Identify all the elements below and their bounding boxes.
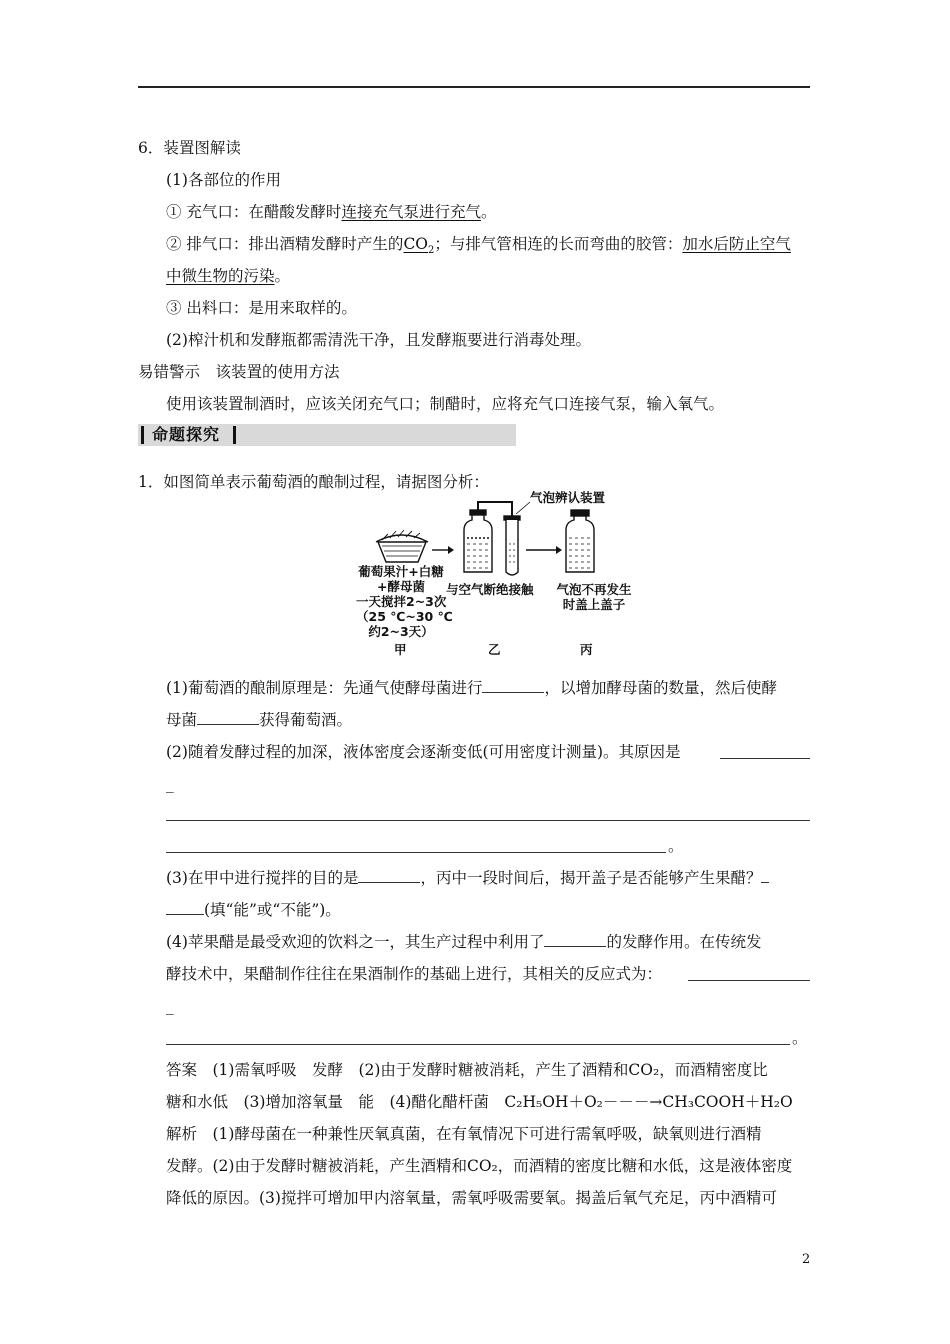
banner-bar-left xyxy=(141,426,144,444)
part-4 xyxy=(166,932,761,952)
item-2-mid: ；与排气管相连的长而弯曲的胶管： xyxy=(434,235,683,253)
subheading-1: (1)各部位的作用 xyxy=(166,171,281,189)
part-3-text: (3)在甲中进行搅拌的目的是 xyxy=(166,869,359,887)
label-yi: 乙 xyxy=(488,642,501,657)
bubble-tube-icon xyxy=(504,502,530,575)
answer-blank xyxy=(544,932,606,947)
sealed-bottle-icon xyxy=(464,502,512,572)
header-rule xyxy=(138,86,810,88)
capped-bottle-icon xyxy=(566,510,594,572)
bing-line: 气泡不再发生 xyxy=(556,582,632,597)
co2-text: CO xyxy=(403,235,429,253)
warning-title: 易错警示 该装置的使用方法 xyxy=(138,363,340,381)
analysis-line-1: 解析 (1)酵母菌在一种兼性厌氧真菌，在有氧情况下可进行需氧呼吸，缺氧则进行酒精 xyxy=(166,1125,762,1143)
question-stem: 1．如图简单表示葡萄酒的酿制过程，请据图分析： xyxy=(138,473,489,491)
part-2-end: 。 xyxy=(668,837,684,855)
part-3-text-3: (填“能”或“不能”)。 xyxy=(204,901,341,919)
answer-line xyxy=(166,852,666,853)
part-3 xyxy=(166,868,769,888)
item-2-cont xyxy=(166,266,290,286)
part-4-text-2: 的发酵作用。在传统发 xyxy=(606,933,762,951)
part-1 xyxy=(166,678,777,698)
answer-blank xyxy=(166,900,204,915)
jia-description xyxy=(356,564,453,639)
banner-title: 命题探究 xyxy=(152,425,221,444)
section-banner xyxy=(138,424,516,446)
arrow-icon xyxy=(526,546,562,554)
item-1-end: 。 xyxy=(480,203,497,221)
answer-blank xyxy=(761,868,769,883)
jia-line: 一天搅拌2~3次 xyxy=(356,594,447,609)
part-4-end: 。 xyxy=(792,1029,808,1047)
basket-icon xyxy=(376,530,428,562)
bing-description xyxy=(554,582,634,612)
co2-sub: 2 xyxy=(428,245,435,257)
answer-line xyxy=(688,980,810,981)
part-4-dash: _ xyxy=(166,997,174,1015)
item-1-text: ① 充气口：在醋酸发酵时 xyxy=(166,203,342,221)
part-3-text-2: ，丙中一段时间后，揭开盖子是否能够产生果醋？ xyxy=(420,869,762,887)
label-jia: 甲 xyxy=(394,642,407,657)
yi-description: 与空气断绝接触 xyxy=(446,582,534,597)
part-2-dash: _ xyxy=(166,775,174,793)
part-2-text: (2)随着发酵过程的加深，液体密度会逐渐变低(可用密度计测量)。其原因是 xyxy=(166,743,681,761)
co2-formula xyxy=(403,235,435,257)
item-3: ③ 出料口：是用来取样的。 xyxy=(166,299,357,317)
part-4-text: (4)苹果醋是最受欢迎的饮料之一，其生产过程中利用了 xyxy=(166,933,545,951)
answer-line-1: 答案 (1)需氧呼吸 发酵 (2)由于发酵时糖被消耗，产生了酒精和CO₂，而酒精密度比 xyxy=(166,1061,768,1079)
analysis-line-2: 发酵。(2)由于发酵时糖被消耗，产生酒精和CO₂，而酒精的密度比糖和水低，这是液体密度 xyxy=(166,1157,793,1175)
part-4-text-3: 酵技术中，果醋制作往往在果酒制作的基础上进行，其相关的反应式为： xyxy=(166,965,663,983)
answer-line xyxy=(166,820,810,821)
warning-text: 使用该装置制酒时，应该关闭充气口；制醋时，应将充气口连接气泵，输入氧气。 xyxy=(166,395,725,413)
part-2 xyxy=(166,742,681,762)
analysis-line-3: 降低的原因。(3)搅拌可增加甲内溶氧量，需氧呼吸需要氧。揭盖后氧气充足，丙中酒精可 xyxy=(166,1189,777,1207)
item-2-text: ② 排气口：排出酒精发酵时产生的 xyxy=(166,235,404,253)
page-number: 2 xyxy=(802,1252,811,1267)
part-4-cont xyxy=(166,964,662,984)
bubble-device-label: 气泡辨认装置 xyxy=(530,490,606,505)
part-1-text-4: 获得葡萄酒。 xyxy=(259,711,353,729)
jia-line: +酵母菌 xyxy=(377,579,425,594)
jia-line: 葡萄果汁+白糖 xyxy=(358,564,444,579)
part-3-cont xyxy=(166,900,341,920)
part-1-text-2: ，以增加酵母菌的数量，然后使酵 xyxy=(544,679,777,697)
arrow-icon xyxy=(432,546,454,554)
part-1-cont xyxy=(166,710,352,730)
answer-line xyxy=(166,1044,790,1045)
bing-line: 时盖上盖子 xyxy=(562,597,626,612)
item-2-end: 。 xyxy=(274,267,291,285)
answer-blank xyxy=(482,678,544,693)
answer-line xyxy=(720,758,810,759)
answer-line-2: 糖和水低 (3)增加溶氧量 能 (4)醋化醋杆菌 C₂H₅OH＋O₂－－－→CH₃COOH＋H₂O xyxy=(166,1093,793,1111)
item-2 xyxy=(166,234,791,261)
item-1-underlined: 连接充气泵进行充气 xyxy=(341,203,481,221)
item-2-underlined-1: 加水后防止空气 xyxy=(682,235,791,253)
item-2-underlined-2: 中微生物的污染 xyxy=(166,267,275,285)
item-1 xyxy=(166,202,496,222)
answer-blank xyxy=(197,710,259,725)
answer-blank xyxy=(358,868,420,883)
jia-line: 约2~3天） xyxy=(368,624,434,639)
banner-bar-right xyxy=(233,426,236,444)
section-title: 6．装置图解读 xyxy=(138,139,241,157)
jia-line: （25 ℃~30 ℃ xyxy=(356,609,453,624)
label-bing: 丙 xyxy=(580,642,593,657)
part-1-text-3: 母菌 xyxy=(166,711,198,729)
part-1-text: (1)葡萄酒的酿制原理是：先通气使酵母菌进行 xyxy=(166,679,483,697)
subheading-2: (2)榨汁机和发酵瓶都需清洗干净，且发酵瓶要进行消毒处理。 xyxy=(166,331,591,349)
